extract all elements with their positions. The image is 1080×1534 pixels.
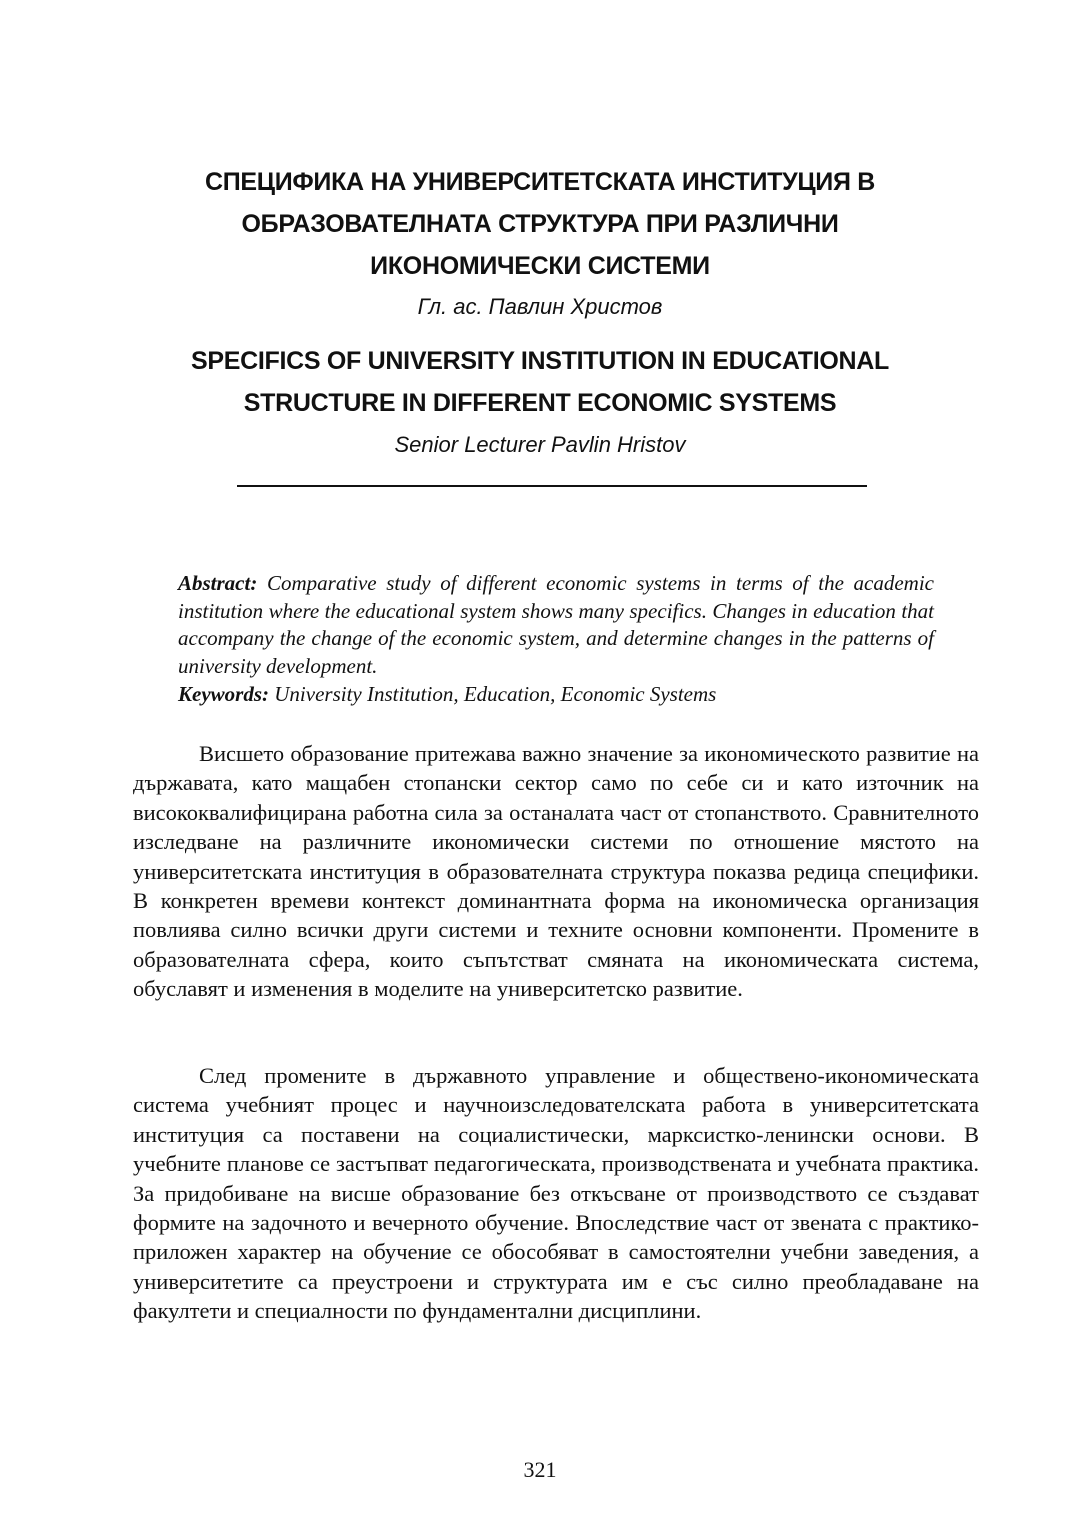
abstract-text: Comparative study of different economic systems in terms of the academic institution where the educational system shows many specifics. Changes in education that accompany the change of the economic system, and determine changes in the patterns of university development.	[178, 571, 934, 678]
body-paragraph-2: След промените в държавното управление и обществено-икономическата система учебният процес и научноизследователската работа в университетската институция са поставени на социалистически, марксистко-ленински основи. В учебните планове се застъпват педагогическата, производствената и учебната практика. За придобиване на висше образование без откъсване от производството се създават формите на задочното и вечерното обучение. Впоследствие част от звената с практико-приложен характер на обучение се обособяват в самостоятелни учебни заведения, а университетите са преустроени и структурата им е със силно преобладаване на факултети и специалности по фундаментални дисциплини.	[133, 1063, 979, 1324]
page-number: 321	[523, 1457, 557, 1482]
title-divider	[237, 485, 867, 487]
title-en-line-2: STRUCTURE IN DIFFERENT ECONOMIC SYSTEMS	[243, 389, 837, 417]
keywords-text: University Institution, Education, Economic Systems	[269, 682, 717, 706]
title-bg-line-2: ОБРАЗОВАТЕЛНАТА СТРУКТУРА ПРИ РАЗЛИЧНИ	[241, 210, 839, 238]
author-bg: Гл. ас. Павлин Христов	[417, 294, 663, 319]
abstract	[178, 570, 934, 680]
keywords-label: Keywords:	[178, 682, 269, 706]
title-bg-line-1: СПЕЦИФИКА НА УНИВЕРСИТЕТСКАТА ИНСТИТУЦИЯ В	[204, 168, 876, 196]
keywords	[178, 681, 934, 709]
title-en-line-1: SPECIFICS OF UNIVERSITY INSTITUTION IN EDUCATIONAL	[190, 347, 889, 375]
author-en: Senior Lecturer Pavlin Hristov	[394, 432, 686, 457]
body-paragraph-1: Висшето образование притежава важно значение за икономическото развитие на държавата, като мащабен стопански сектор само по себе си и като източник на висококвалифицирана работна сила за останалата част от стопанството. Сравнителното изследване на различните икономически системи по отношение мястото на университетската институция в образователната структура показва редица специфики. В конкретен времеви контекст доминантната форма на икономическа организация повлиява силно всички други системи и техните основни компоненти. Промените в образователната сфера, които съпътстват смяната на икономическата система, обуславят и изменения в моделите на университетско развитие.	[133, 741, 979, 1002]
abstract-label: Abstract:	[178, 571, 258, 595]
title-bg-line-3: ИКОНОМИЧЕСКИ СИСТЕМИ	[370, 252, 710, 280]
